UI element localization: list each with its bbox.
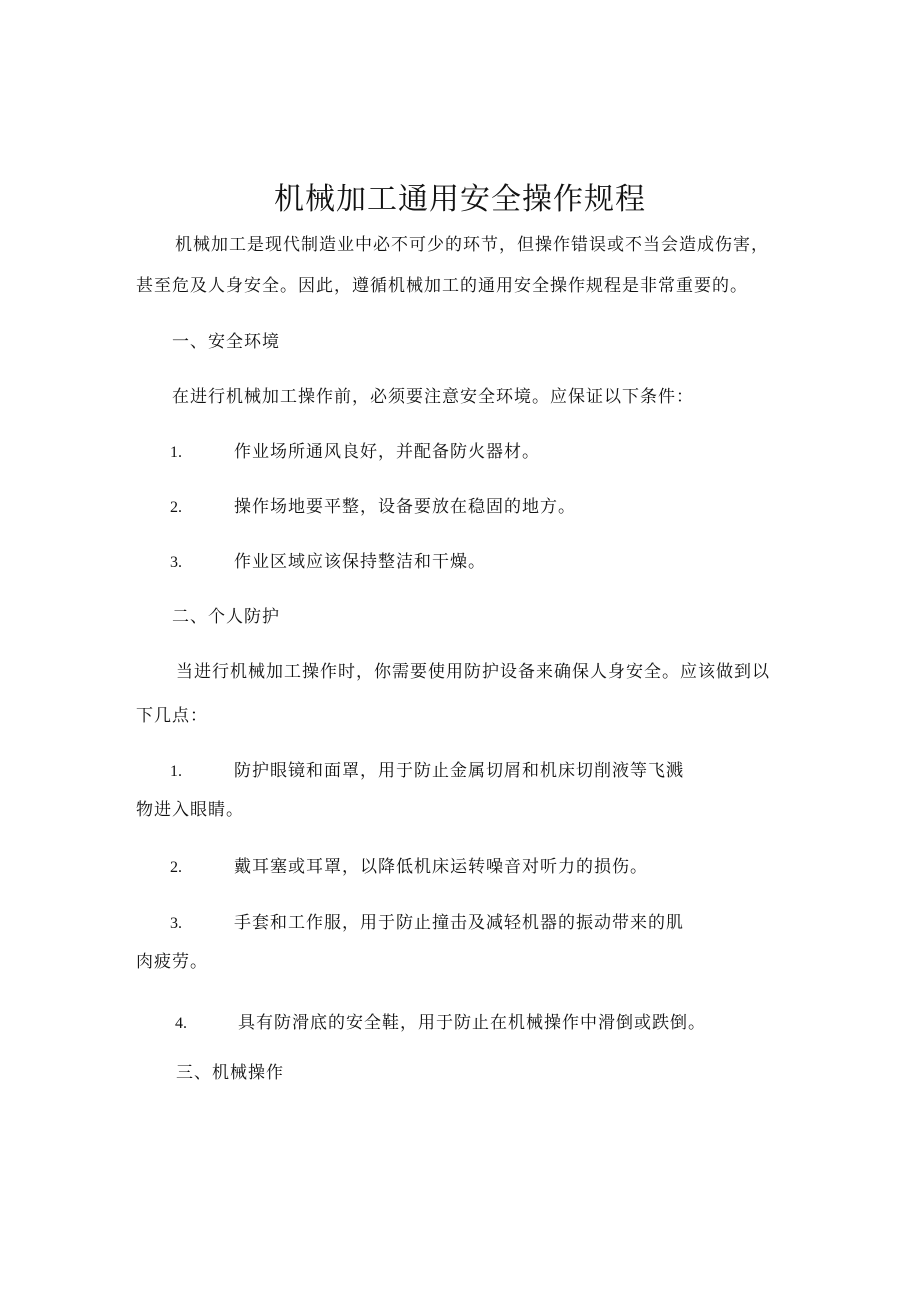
- list-item-text: 防护眼镜和面罩，用于防止金属切屑和机床切削液等飞溅: [234, 761, 684, 781]
- list-item-number: 1.: [170, 444, 182, 461]
- section-heading-1: 一、安全环境: [172, 332, 280, 352]
- list-item-number: 3.: [170, 554, 182, 571]
- list-item-text-continued: 肉疲劳。: [136, 952, 208, 972]
- list-item-text-continued: 物进入眼睛。: [136, 800, 244, 820]
- list-item-number: 2.: [170, 499, 182, 516]
- list-item-number: 1.: [170, 763, 182, 780]
- list-item-number: 3.: [170, 915, 182, 932]
- intro-line-2: 甚至危及人身安全。因此，遵循机械加工的通用安全操作规程是非常重要的。: [136, 276, 748, 296]
- document-title: 机械加工通用安全操作规程: [274, 182, 646, 217]
- list-item-text: 作业区域应该保持整洁和干燥。: [234, 552, 486, 572]
- section-heading-3: 三、机械操作: [176, 1063, 284, 1083]
- section-2-lead-line-2: 下几点：: [136, 706, 208, 726]
- list-item-text: 戴耳塞或耳罩，以降低机床运转噪音对听力的损伤。: [234, 857, 648, 877]
- list-item-text: 作业场所通风良好，并配备防火器材。: [234, 442, 540, 462]
- list-item-text: 手套和工作服，用于防止撞击及减轻机器的振动带来的肌: [234, 913, 684, 933]
- list-item-text: 具有防滑底的安全鞋，用于防止在机械操作中滑倒或跌倒。: [238, 1013, 706, 1033]
- section-heading-2: 二、个人防护: [172, 607, 280, 627]
- list-item-text: 操作场地要平整，设备要放在稳固的地方。: [234, 497, 576, 517]
- section-2-lead-line-1: 当进行机械加工操作时，你需要使用防护设备来确保人身安全。应该做到以: [176, 662, 770, 682]
- list-item-number: 2.: [170, 859, 182, 876]
- section-1-lead: 在进行机械加工操作前，必须要注意安全环境。应保证以下条件：: [172, 387, 694, 407]
- intro-line-1: 机械加工是现代制造业中必不可少的环节，但操作错误或不当会造成伤害，: [175, 235, 769, 255]
- list-item-number: 4.: [175, 1015, 187, 1032]
